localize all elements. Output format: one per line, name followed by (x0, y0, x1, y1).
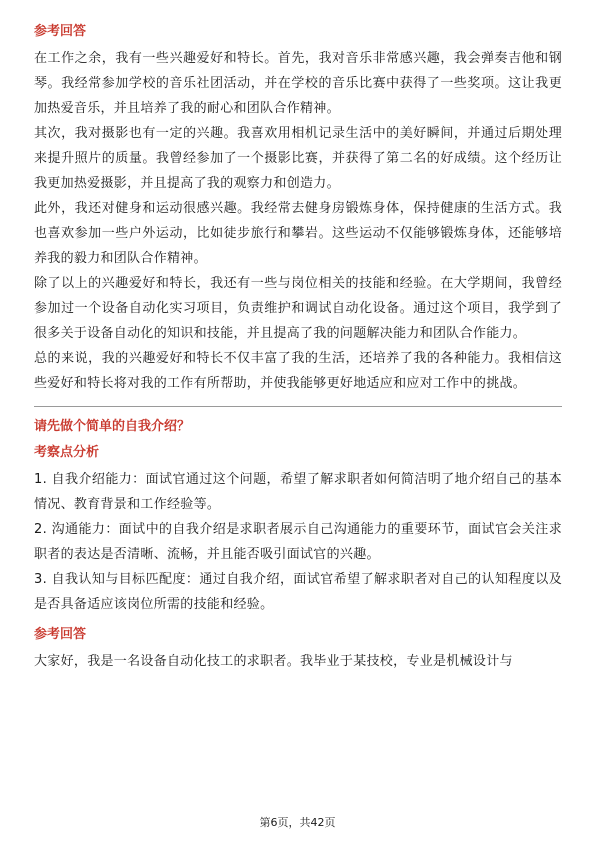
analysis-item: 3. 自我认知与目标匹配度：通过自我介绍，面试官希望了解求职者对自己的认知程度以及是否具备适应该岗位所需的技能和经验。 (34, 572, 562, 612)
answer-paragraph: 在工作之余，我有一些兴趣爱好和特长。首先，我对音乐非常感兴趣，我会弹奏吉他和钢琴。我经常参加学校的音乐社团活动，并在学校的音乐比赛中获得了一些奖项。这让我更加热爱音乐，并且培养了我的耐心和团队合作精神。 (34, 51, 562, 116)
answer-paragraph: 大家好，我是一名设备自动化技工的求职者。我毕业于某技校，专业是机械设计与 (34, 654, 513, 669)
answer-paragraph: 除了以上的兴趣爱好和特长，我还有一些与岗位相关的技能和经验。在大学期间，我曾经参加过一个设备自动化实习项目，负责维护和调试自动化设备。通过这个项目，我学到了很多关于设备自动化的知识和技能，并且提高了我的问题解决能力和团队合作能力。 (34, 276, 562, 341)
section-divider (34, 406, 562, 407)
analysis-item: 2. 沟通能力：面试中的自我介绍是求职者展示自己沟通能力的重要环节，面试官会关注求职者的表达是否清晰、流畅，并且能否吸引面试官的兴趣。 (34, 522, 562, 562)
reference-answer-heading: 参考回答 (34, 627, 87, 642)
reference-answer-heading: 参考回答 (34, 24, 87, 39)
document-page (34, 22, 562, 674)
question-heading: 请先做个简单的自我介绍？ (34, 419, 191, 434)
answer-paragraph: 总的来说，我的兴趣爱好和特长不仅丰富了我的生活，还培养了我的各种能力。我相信这些爱好和特长将对我的工作有所帮助，并使我能够更好地适应和应对工作中的挑战。 (34, 351, 562, 391)
analysis-heading: 考察点分析 (34, 445, 100, 460)
analysis-item: 1. 自我介绍能力：面试官通过这个问题，希望了解求职者如何简洁明了地介绍自己的基本情况、教育背景和工作经验等。 (34, 472, 562, 512)
answer-paragraph: 其次，我对摄影也有一定的兴趣。我喜欢用相机记录生活中的美好瞬间，并通过后期处理来提升照片的质量。我曾经参加了一个摄影比赛，并获得了第二名的好成绩。这个经历让我更加热爱摄影，并且提高了我的观察力和创造力。 (34, 126, 562, 191)
answer-paragraph: 此外，我还对健身和运动很感兴趣。我经常去健身房锻炼身体，保持健康的生活方式。我也喜欢参加一些户外运动，比如徒步旅行和攀岩。这些运动不仅能够锻炼身体，还能够培养我的毅力和团队合作精神。 (34, 201, 562, 266)
page-number: 第6页，共42页 (259, 816, 336, 829)
